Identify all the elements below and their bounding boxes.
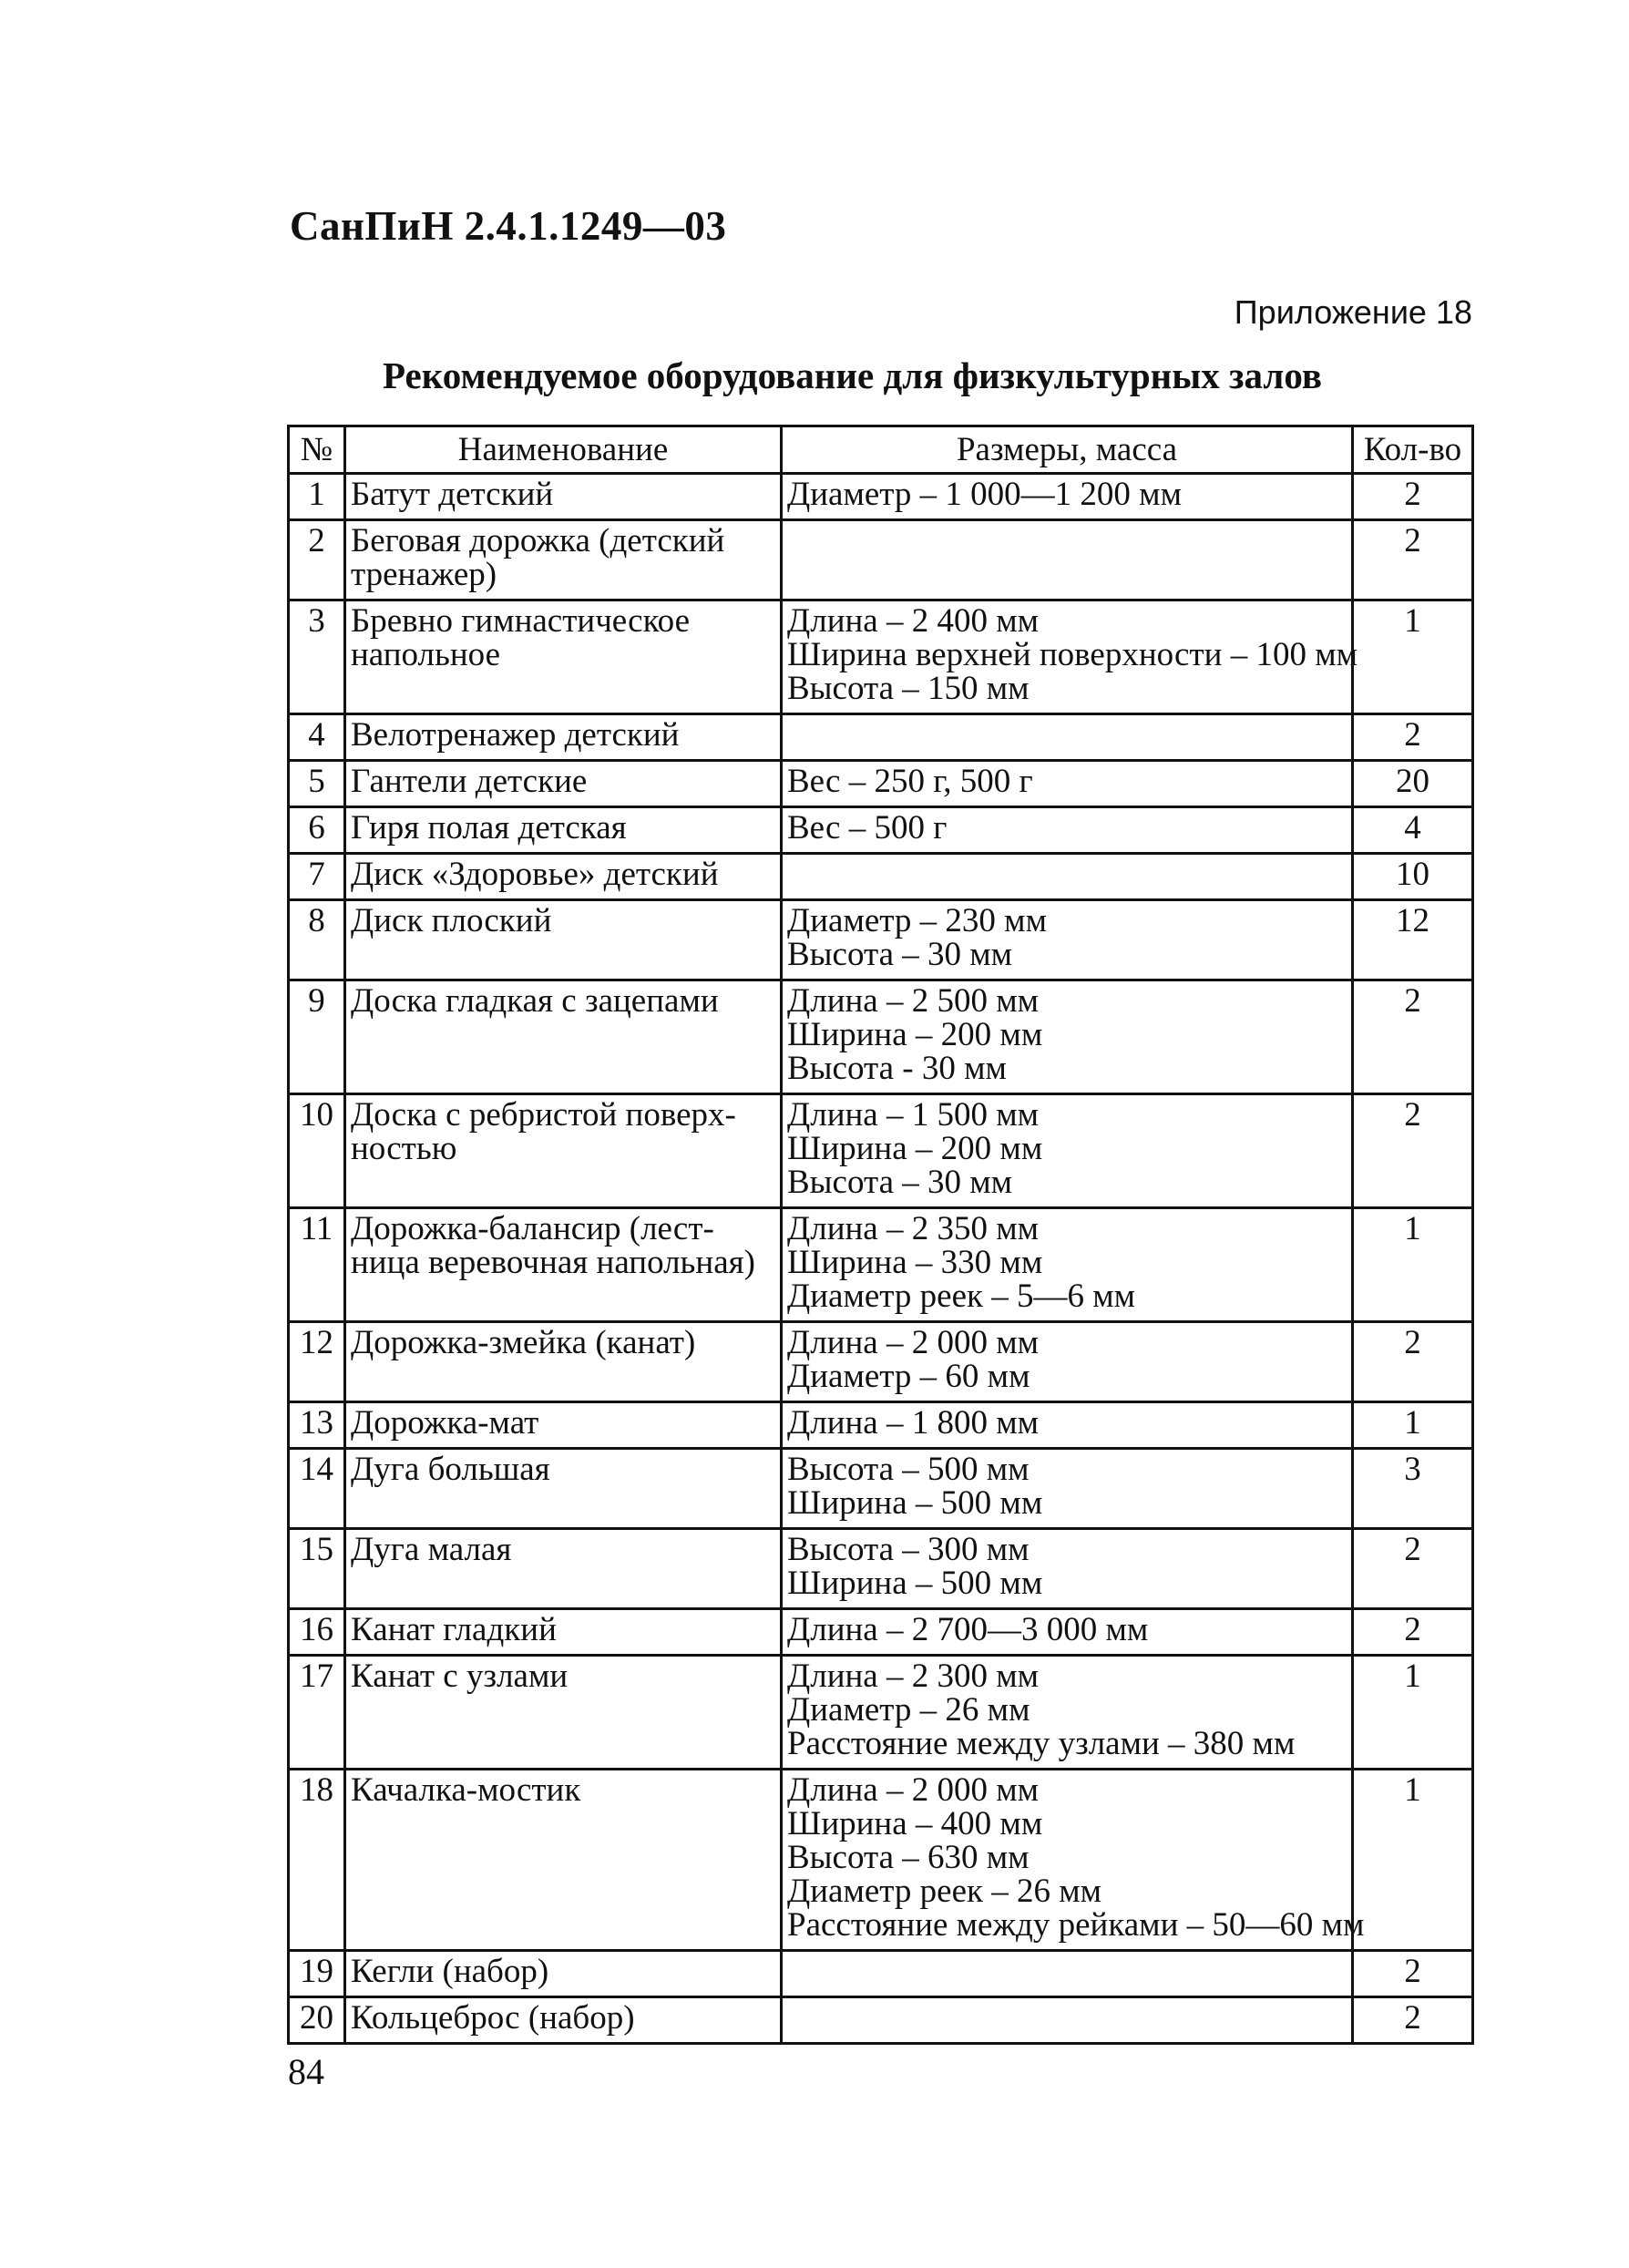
equipment-name-line: Канат гладкий <box>351 1611 557 1648</box>
row-number: 17 <box>289 1656 345 1770</box>
dimension-line: Диаметр реек – 26 мм <box>787 1873 1102 1910</box>
equipment-quantity: 2 <box>1353 520 1473 600</box>
row-number: 18 <box>289 1770 345 1951</box>
table-row <box>289 980 1473 1094</box>
equipment-name-line: Доска гладкая с зацепами <box>351 982 719 1020</box>
dimension-line: Длина – 2 400 мм <box>787 602 1040 640</box>
table-row <box>289 761 1473 807</box>
equipment-dimensions <box>782 1529 1353 1609</box>
equipment-name <box>345 1094 782 1208</box>
row-number: 10 <box>289 1094 345 1208</box>
equipment-quantity: 2 <box>1353 1529 1473 1609</box>
equipment-dimensions <box>782 900 1353 980</box>
equipment-name-line: Качалка-мостик <box>351 1771 581 1809</box>
table-row <box>289 714 1473 761</box>
table-row <box>289 1951 1473 1997</box>
row-number: 3 <box>289 600 345 714</box>
dimension-line: Ширина – 500 мм <box>787 1484 1043 1522</box>
dimension-line: Диаметр – 230 мм <box>787 902 1047 939</box>
dimension-line: Длина – 2 700—3 000 мм <box>787 1611 1149 1648</box>
dimension-line: Высота – 150 мм <box>787 670 1030 707</box>
column-header-name: Наименование <box>345 426 782 474</box>
page-number: 84 <box>288 2051 324 2092</box>
equipment-name-line: Доска с ребристой поверх- <box>351 1096 736 1134</box>
row-number: 1 <box>289 474 345 520</box>
equipment-name <box>345 600 782 714</box>
equipment-name-line: Велотренажер детский <box>351 716 680 754</box>
equipment-name-line: Канат с узлами <box>351 1657 569 1695</box>
equipment-quantity: 2 <box>1353 1322 1473 1402</box>
table-row <box>289 807 1473 854</box>
dimension-line: Ширина – 400 мм <box>787 1805 1043 1842</box>
equipment-name-line: напольное <box>351 636 501 673</box>
dimension-line: Ширина – 500 мм <box>787 1565 1043 1602</box>
equipment-quantity: 10 <box>1353 854 1473 900</box>
equipment-name <box>345 761 782 807</box>
equipment-dimensions <box>782 1208 1353 1322</box>
equipment-quantity: 2 <box>1353 1609 1473 1656</box>
equipment-dimensions <box>782 1322 1353 1402</box>
dimension-line: Диаметр – 26 мм <box>787 1691 1030 1729</box>
equipment-dimensions <box>782 520 1353 600</box>
equipment-quantity: 2 <box>1353 1997 1473 2044</box>
table-row <box>289 1770 1473 1951</box>
table-row <box>289 1529 1473 1609</box>
table-row <box>289 1449 1473 1529</box>
equipment-dimensions <box>782 600 1358 714</box>
equipment-dimensions <box>782 1094 1353 1208</box>
equipment-name <box>345 854 782 900</box>
equipment-quantity: 2 <box>1353 714 1473 761</box>
dimension-line: Длина – 1 500 мм <box>787 1096 1040 1134</box>
equipment-name <box>345 714 782 761</box>
equipment-dimensions <box>782 1402 1353 1449</box>
dimension-line: Длина – 2 500 мм <box>787 982 1040 1020</box>
equipment-name-line: Дуга большая <box>351 1451 550 1488</box>
equipment-name-line: ница веревочная напольная) <box>351 1244 755 1281</box>
row-number: 8 <box>289 900 345 980</box>
equipment-name <box>345 1208 782 1322</box>
appendix-label: Приложение 18 <box>1234 293 1472 331</box>
equipment-name-line: Бревно гимнастическое <box>351 602 691 640</box>
row-number: 14 <box>289 1449 345 1529</box>
equipment-name <box>345 1951 782 1997</box>
equipment-dimensions <box>782 714 1353 761</box>
dimension-line: Высота – 30 мм <box>787 1164 1013 1201</box>
equipment-dimensions <box>782 1951 1353 1997</box>
equipment-dimensions <box>782 980 1353 1094</box>
equipment-quantity: 2 <box>1353 1094 1473 1208</box>
dimension-line: Диаметр реек – 5—6 мм <box>787 1278 1136 1315</box>
row-number: 15 <box>289 1529 345 1609</box>
equipment-dimensions <box>782 1656 1353 1770</box>
equipment-name-line: Дорожка-змейка (канат) <box>351 1324 696 1361</box>
row-number: 12 <box>289 1322 345 1402</box>
equipment-quantity: 20 <box>1353 761 1473 807</box>
equipment-quantity: 3 <box>1353 1449 1473 1529</box>
row-number: 19 <box>289 1951 345 1997</box>
equipment-name-line: Батут детский <box>351 476 554 513</box>
equipment-name <box>345 1609 782 1656</box>
row-number: 9 <box>289 980 345 1094</box>
equipment-name-line: Диск плоский <box>351 902 552 939</box>
equipment-quantity: 1 <box>1353 1402 1473 1449</box>
equipment-name <box>345 474 782 520</box>
equipment-name-line: Гиря полая детская <box>351 809 627 847</box>
row-number: 4 <box>289 714 345 761</box>
equipment-name <box>345 1770 782 1951</box>
equipment-name <box>345 980 782 1094</box>
table-row <box>289 1094 1473 1208</box>
dimension-line: Ширина – 200 мм <box>787 1130 1043 1167</box>
dimension-line: Длина – 2 350 мм <box>787 1210 1040 1247</box>
dimension-line: Диаметр – 1 000—1 200 мм <box>787 476 1182 513</box>
equipment-name-line: Кегли (набор) <box>351 1953 549 1990</box>
equipment-name-line: Беговая дорожка (детский <box>351 522 725 559</box>
equipment-dimensions <box>782 807 1353 854</box>
dimension-line: Высота – 300 мм <box>787 1531 1030 1568</box>
equipment-name <box>345 1529 782 1609</box>
equipment-dimensions <box>782 1609 1353 1656</box>
equipment-dimensions <box>782 1770 1365 1951</box>
table-row <box>289 1322 1473 1402</box>
equipment-name-line: тренажер) <box>351 556 497 593</box>
equipment-name <box>345 807 782 854</box>
table-row <box>289 600 1473 714</box>
dimension-line: Вес – 250 г, 500 г <box>787 763 1033 800</box>
dimension-line: Расстояние между рейками – 50—60 мм <box>787 1906 1365 1944</box>
equipment-name-line: Гантели детские <box>351 763 588 800</box>
column-header-number: № <box>289 426 345 474</box>
equipment-quantity: 12 <box>1353 900 1473 980</box>
equipment-name <box>345 1656 782 1770</box>
equipment-dimensions <box>782 854 1353 900</box>
table-header-row <box>289 426 1473 474</box>
equipment-dimensions <box>782 474 1353 520</box>
equipment-name <box>345 900 782 980</box>
dimension-line: Высота – 630 мм <box>787 1839 1030 1876</box>
column-header-quantity: Кол-во <box>1353 426 1473 474</box>
row-number: 11 <box>289 1208 345 1322</box>
row-number: 16 <box>289 1609 345 1656</box>
dimension-line: Высота – 500 мм <box>787 1451 1030 1488</box>
row-number: 20 <box>289 1997 345 2044</box>
equipment-name <box>345 1322 782 1402</box>
equipment-name <box>345 1402 782 1449</box>
equipment-dimensions <box>782 761 1353 807</box>
dimension-line: Высота – 30 мм <box>787 936 1013 973</box>
equipment-quantity: 1 <box>1353 1656 1473 1770</box>
equipment-dimensions <box>782 1997 1353 2044</box>
equipment-table-body <box>289 474 1473 2044</box>
equipment-name-line: Кольцеброс (набор) <box>351 1999 635 2037</box>
dimension-line: Вес – 500 г <box>787 809 948 847</box>
equipment-name <box>345 520 782 600</box>
row-number: 7 <box>289 854 345 900</box>
equipment-quantity: 2 <box>1353 980 1473 1094</box>
equipment-quantity: 2 <box>1353 474 1473 520</box>
equipment-quantity: 1 <box>1353 1770 1473 1951</box>
row-number: 13 <box>289 1402 345 1449</box>
row-number: 5 <box>289 761 345 807</box>
dimension-line: Высота - 30 мм <box>787 1050 1007 1087</box>
dimension-line: Длина – 2 000 мм <box>787 1771 1040 1809</box>
equipment-quantity: 4 <box>1353 807 1473 854</box>
table-row <box>289 1997 1473 2044</box>
dimension-line: Длина – 1 800 мм <box>787 1404 1040 1442</box>
equipment-table <box>287 425 1474 2045</box>
document-code: СанПиН 2.4.1.1249—03 <box>290 203 727 249</box>
page-title: Рекомендуемое оборудование для физкультурных залов <box>383 354 1322 396</box>
dimension-line: Диаметр – 60 мм <box>787 1358 1030 1395</box>
equipment-name <box>345 1997 782 2044</box>
equipment-quantity: 1 <box>1353 1208 1473 1322</box>
equipment-name <box>345 1449 782 1529</box>
dimension-line: Ширина – 200 мм <box>787 1016 1043 1053</box>
equipment-quantity: 2 <box>1353 1951 1473 1997</box>
table-row <box>289 900 1473 980</box>
column-header-size: Размеры, масса <box>782 426 1353 474</box>
equipment-name-line: Дорожка-балансир (лест- <box>351 1210 714 1247</box>
equipment-name-line: Дуга малая <box>351 1531 512 1568</box>
row-number: 2 <box>289 520 345 600</box>
dimension-line: Длина – 2 300 мм <box>787 1657 1040 1695</box>
dimension-line: Ширина верхней поверхности – 100 мм <box>787 636 1358 673</box>
table-row <box>289 520 1473 600</box>
table-row <box>289 1656 1473 1770</box>
equipment-name-line: ностью <box>351 1130 457 1167</box>
equipment-name-line: Диск «Здоровье» детский <box>351 856 719 893</box>
row-number: 6 <box>289 807 345 854</box>
table-row <box>289 854 1473 900</box>
table-row <box>289 1609 1473 1656</box>
table-row <box>289 1208 1473 1322</box>
equipment-dimensions <box>782 1449 1353 1529</box>
table-row <box>289 474 1473 520</box>
dimension-line: Расстояние между узлами – 380 мм <box>787 1725 1296 1762</box>
equipment-quantity: 1 <box>1353 600 1473 714</box>
table-row <box>289 1402 1473 1449</box>
dimension-line: Ширина – 330 мм <box>787 1244 1043 1281</box>
equipment-name-line: Дорожка-мат <box>351 1404 539 1442</box>
dimension-line: Длина – 2 000 мм <box>787 1324 1040 1361</box>
